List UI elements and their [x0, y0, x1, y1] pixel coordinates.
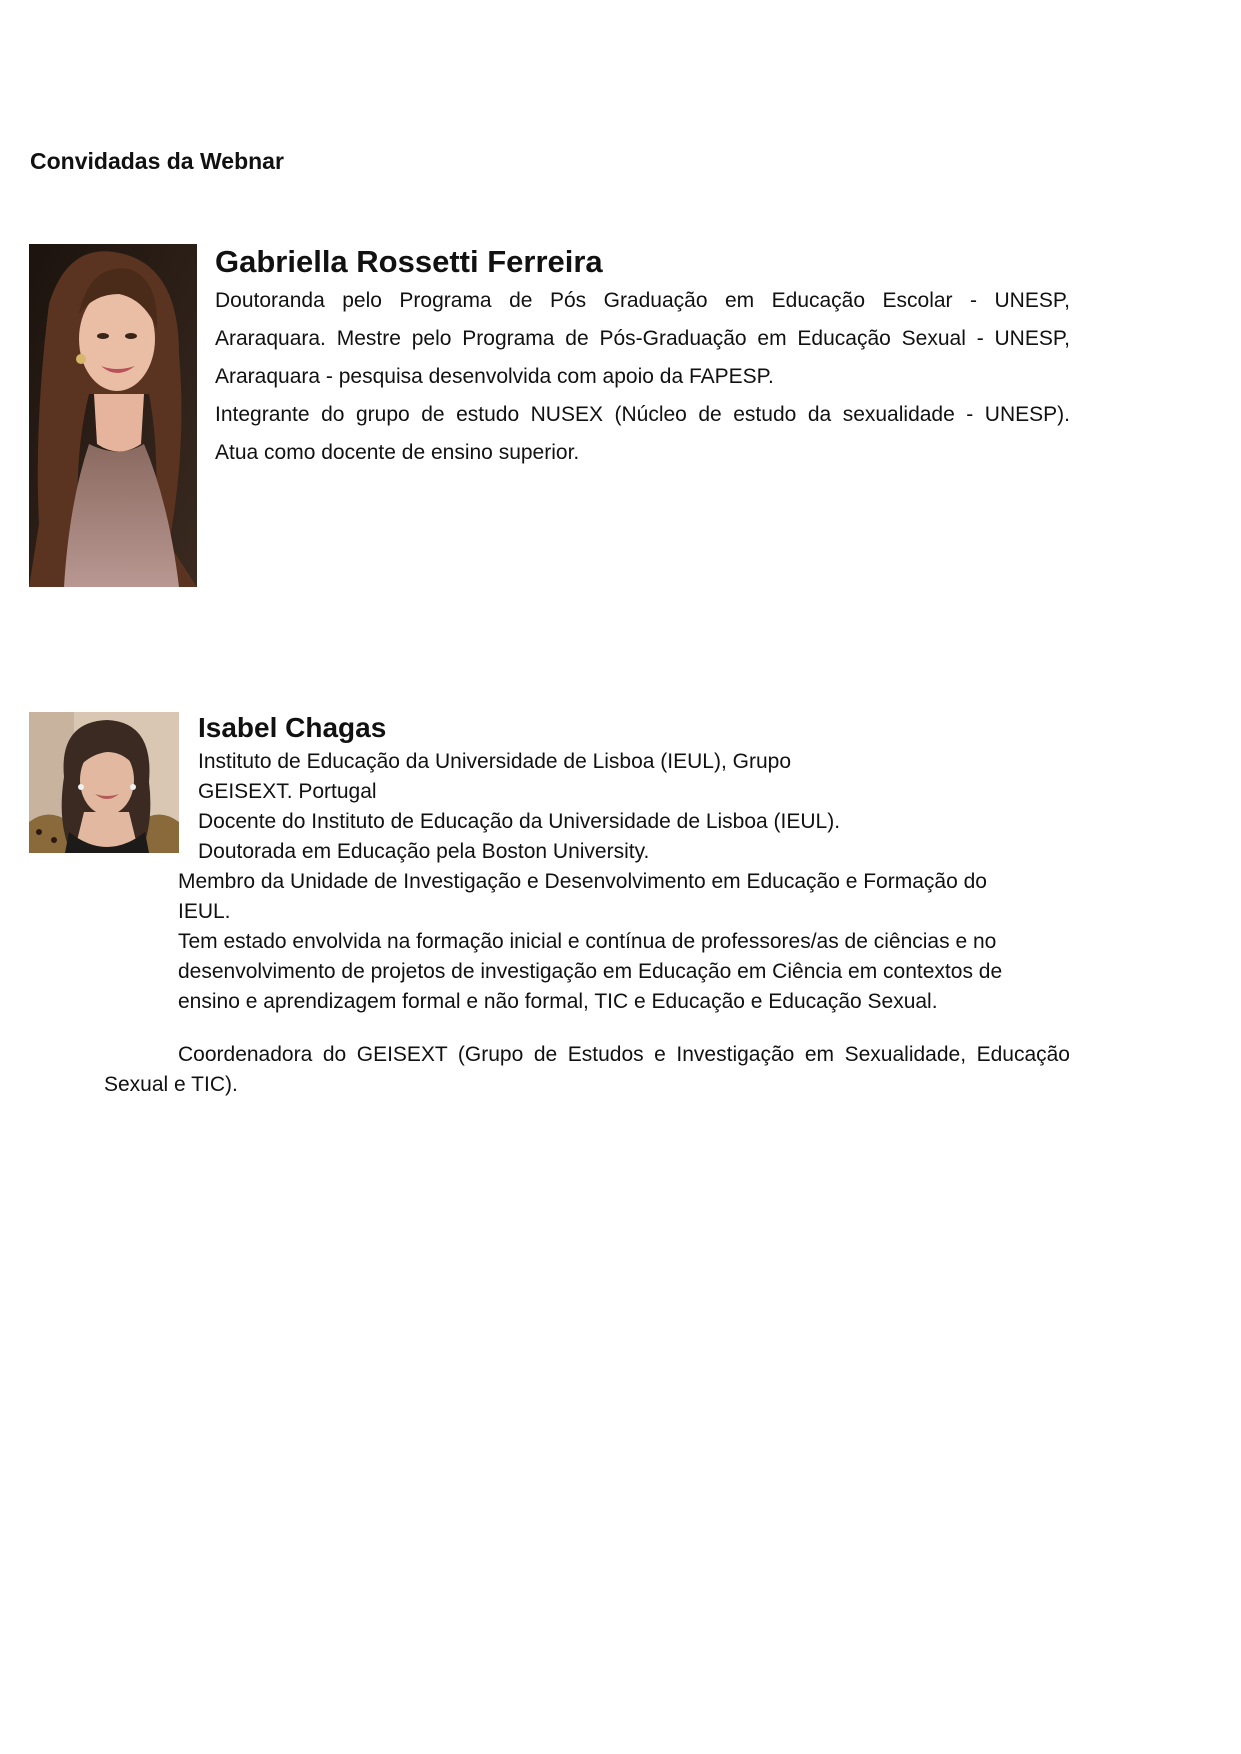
page-title: Convidadas da Webnar: [30, 148, 284, 174]
bio-line: Integrante do grupo de estudo NUSEX (Núcleo de estudo da sexualidade - UNESP).: [215, 403, 1070, 426]
guest-bio: [215, 282, 1070, 472]
bio-line: Tem estado envolvida na formação inicial e contínua de professores/as de ciências e no: [178, 930, 997, 953]
bio-line: Instituto de Educação da Universidade de Lisboa (IEUL), Grupo: [198, 750, 792, 773]
bio-line: Araraquara. Mestre pelo Programa de Pós-Graduação em Educação Sexual - UNESP,: [215, 327, 1070, 350]
bio-line: desenvolvimento de projetos de investigação em Educação em Ciência em contextos de: [178, 960, 1003, 983]
guest-photo-gabriella: [29, 244, 197, 587]
guest-bio-paragraph: [104, 1040, 1070, 1100]
guest-name: Gabriella Rossetti Ferreira: [215, 244, 603, 279]
bio-line: Membro da Unidade de Investigação e Desenvolvimento em Educação e Formação do: [178, 870, 987, 893]
guest-name: Isabel Chagas: [198, 712, 387, 743]
bio-line: IEUL.: [178, 900, 231, 923]
guest-photo-isabel: [29, 712, 179, 853]
bio-line: Atua como docente de ensino superior.: [215, 441, 580, 464]
guest-bio: [198, 747, 840, 867]
bio-line: Coordenadora do GEISEXT (Grupo de Estudos e Investigação em Sexualidade, Educação: [178, 1043, 1070, 1066]
bio-line: Doutorada em Educação pela Boston University.: [198, 840, 650, 863]
bio-line: ensino e aprendizagem formal e não formal, TIC e Educação e Educação Sexual.: [178, 990, 938, 1013]
bio-line: GEISEXT. Portugal: [198, 780, 377, 803]
bio-line: Docente do Instituto de Educação da Universidade de Lisboa (IEUL).: [198, 810, 841, 833]
bio-line: Sexual e TIC).: [104, 1073, 238, 1096]
bio-line: Araraquara - pesquisa desenvolvida com apoio da FAPESP.: [215, 365, 774, 388]
bio-line: Doutoranda pelo Programa de Pós Graduação em Educação Escolar - UNESP,: [215, 289, 1070, 312]
guest-bio-continued: [178, 867, 1002, 1017]
